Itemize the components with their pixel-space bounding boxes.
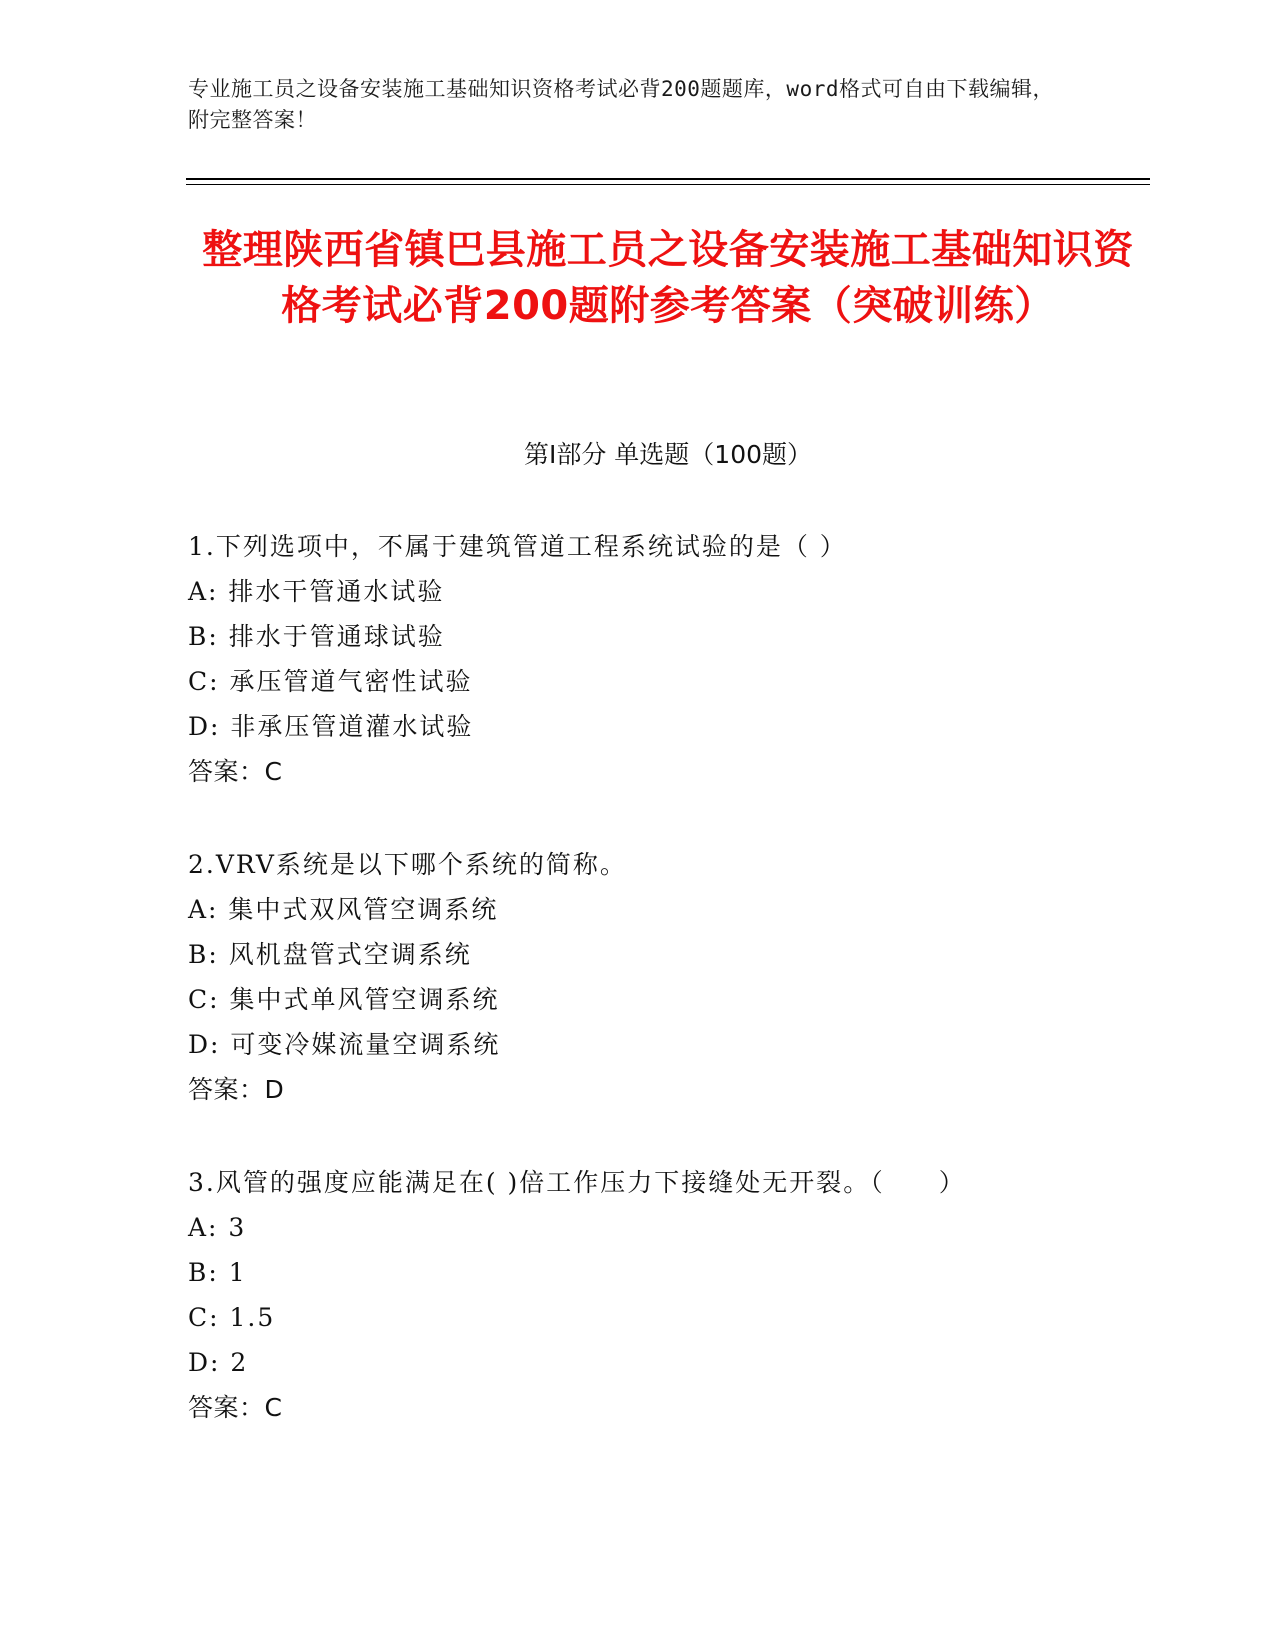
answer: 答案：C xyxy=(188,757,283,786)
option-d: D: 2 xyxy=(188,1348,249,1377)
option-a: A: 排水干管通水试验 xyxy=(188,577,445,606)
option-a: A: 集中式双风管空调系统 xyxy=(188,895,499,924)
option-a: A: 3 xyxy=(188,1213,247,1242)
question-block xyxy=(188,842,1148,1112)
header-note: 专业施工员之设备安装施工基础知识资格考试必背200题题库，word格式可自由下载编辑，附完整答案！ xyxy=(188,77,1054,132)
option-b: B: 1 xyxy=(188,1258,247,1287)
question-block xyxy=(188,1160,1148,1430)
question-block xyxy=(188,524,1148,794)
option-c: C: 集中式单风管空调系统 xyxy=(188,985,500,1014)
option-b: B: 风机盘管式空调系统 xyxy=(188,940,472,969)
option-c: C: 1.5 xyxy=(188,1303,276,1332)
document-title: 整理陕西省镇巴县施工员之设备安装施工基础知识资格考试必背200题附参考答案（突破训练） xyxy=(202,227,1134,329)
header-divider-thin xyxy=(186,184,1150,185)
question-stem: 2.VRV系统是以下哪个系统的简称。 xyxy=(188,850,627,879)
answer: 答案：D xyxy=(188,1075,285,1104)
option-d: D: 可变冷媒流量空调系统 xyxy=(188,1030,501,1059)
option-b: B: 排水于管通球试验 xyxy=(188,622,445,651)
question-stem: 3.风管的强度应能满足在( )倍工作压力下接缝处无开裂。（ ） xyxy=(188,1168,966,1197)
header-divider-thick xyxy=(186,178,1150,180)
option-c: C: 承压管道气密性试验 xyxy=(188,667,473,696)
answer: 答案：C xyxy=(188,1393,283,1422)
question-stem: 1.下列选项中，不属于建筑管道工程系统试验的是（ ） xyxy=(188,532,847,561)
option-d: D: 非承压管道灌水试验 xyxy=(188,712,474,741)
section-heading: 第I部分 单选题（100题） xyxy=(523,440,813,469)
